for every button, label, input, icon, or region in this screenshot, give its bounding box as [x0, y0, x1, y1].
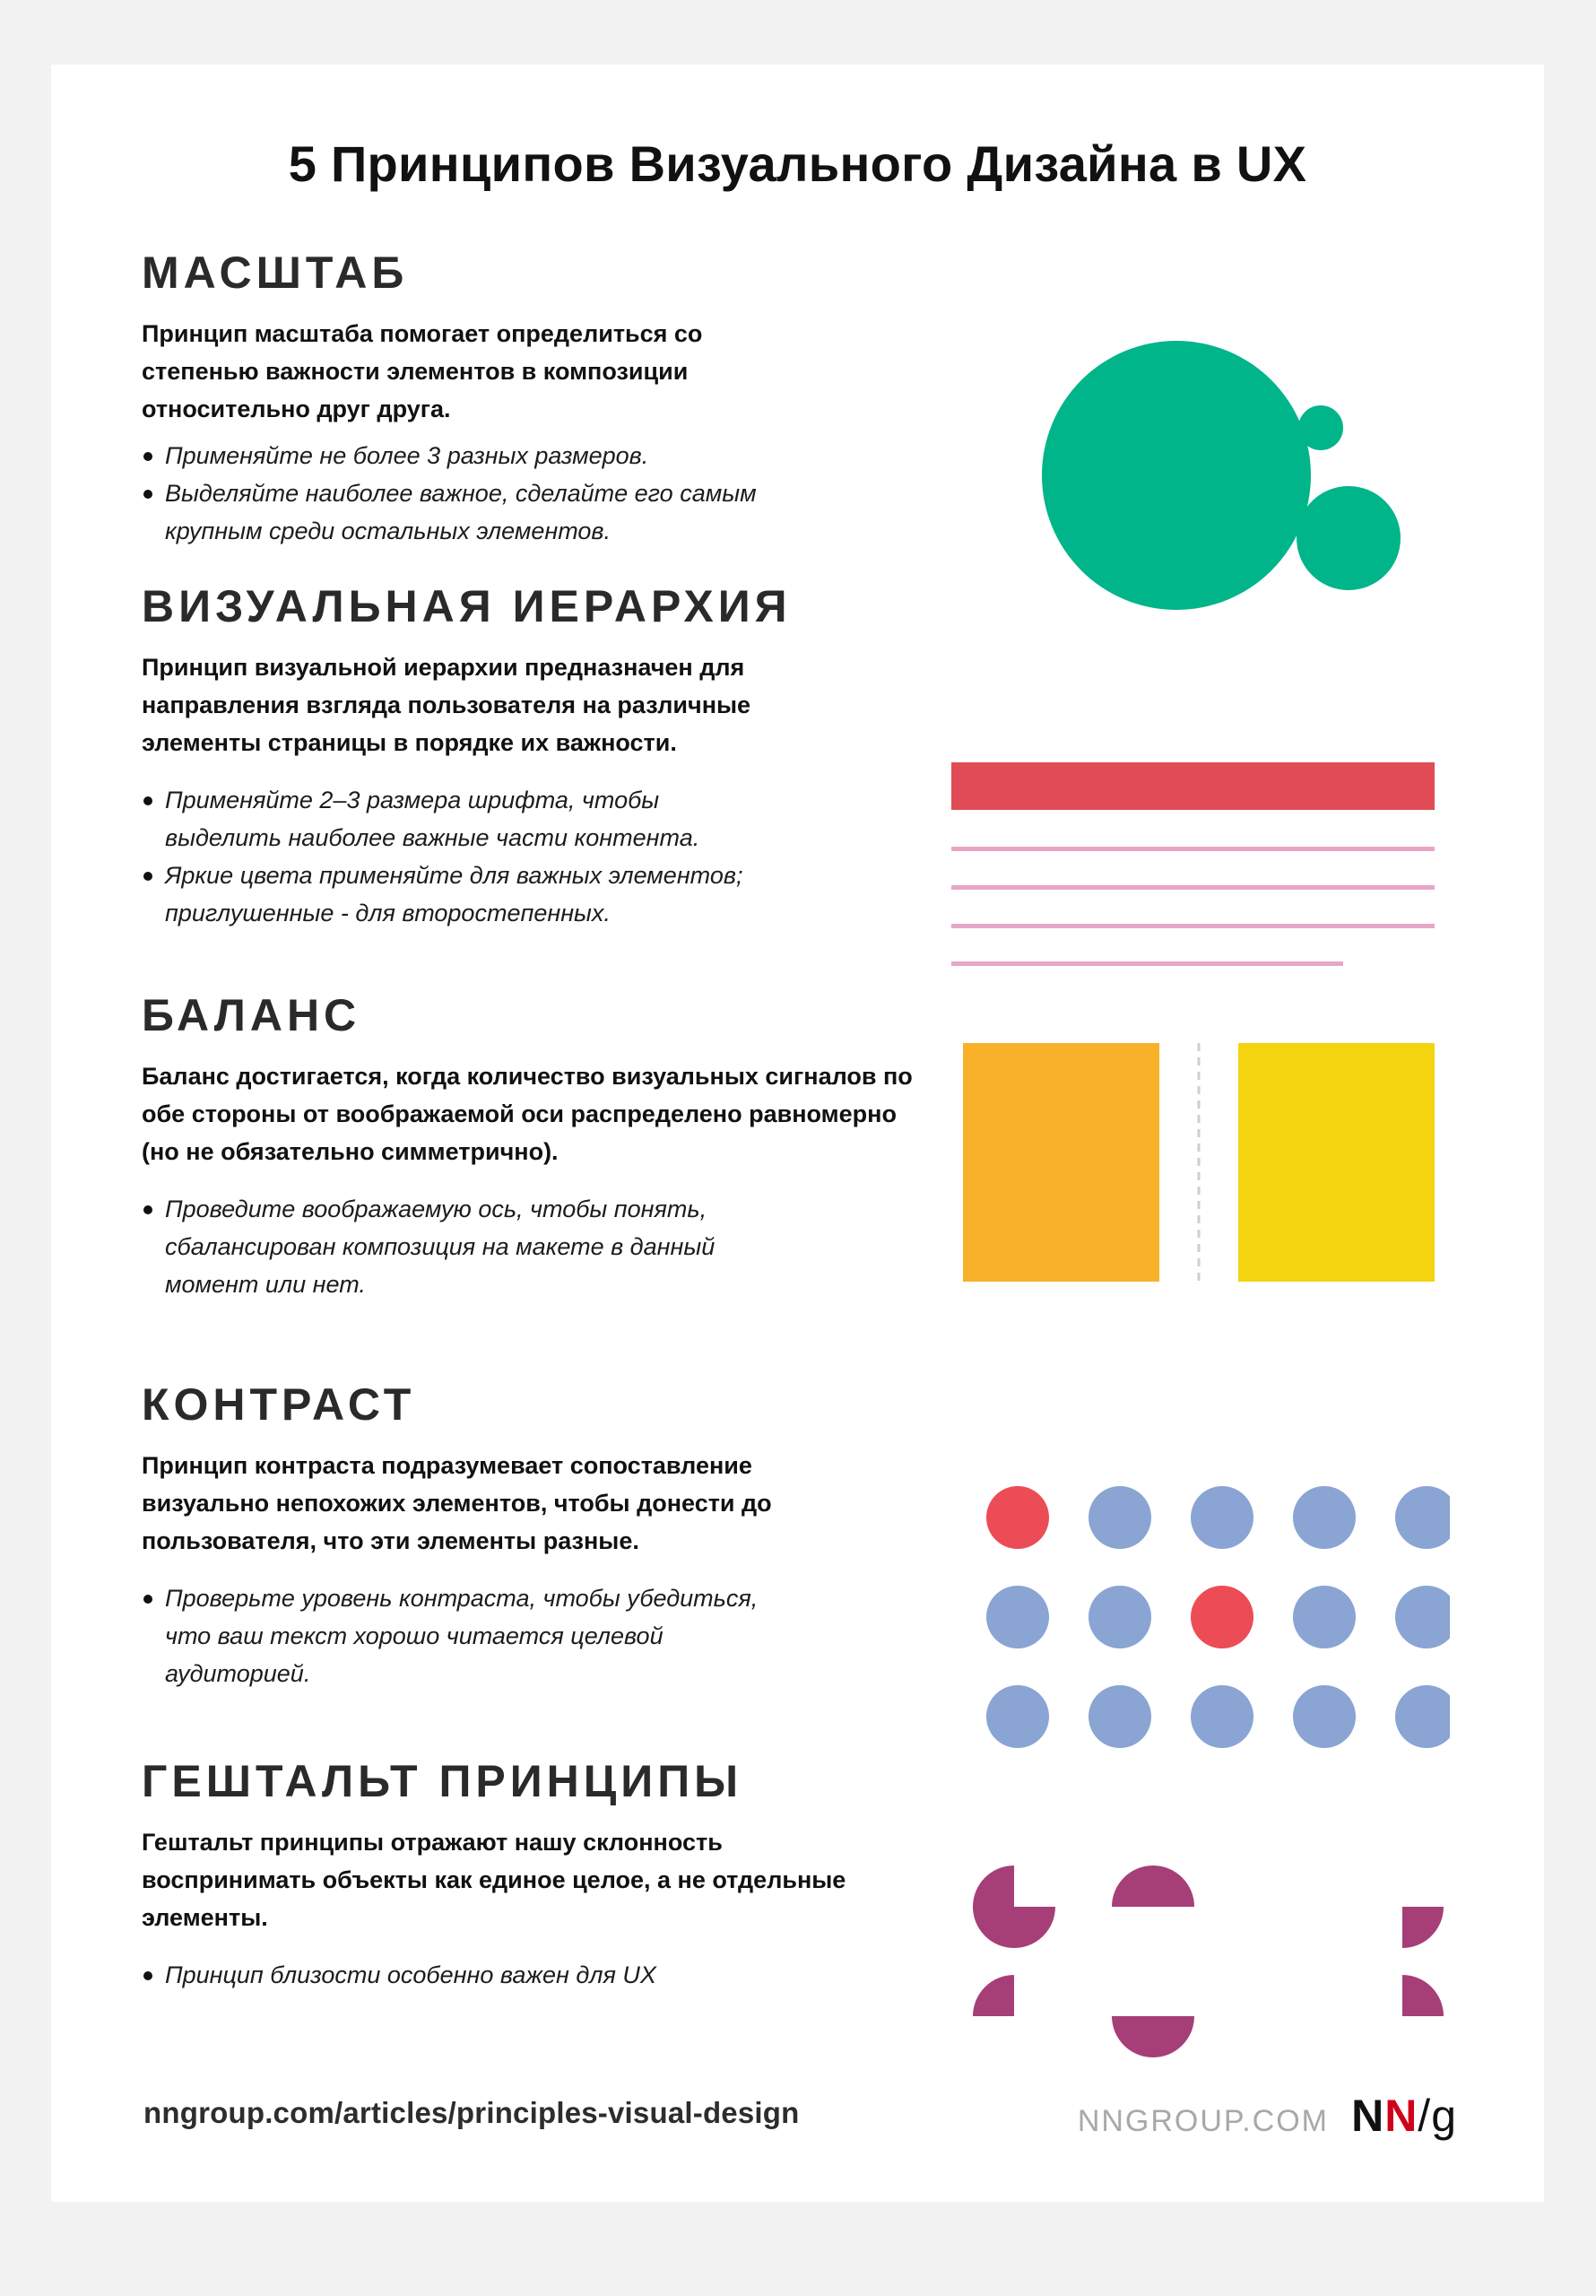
- hierarchy-illustration: [948, 692, 1450, 979]
- nng-logo: NN/g: [1351, 2091, 1457, 2141]
- yellow-block: [1238, 1043, 1435, 1282]
- section-heading: КОНТРАСТ: [142, 1379, 416, 1430]
- gestalt-shape-bottom-right: [1402, 1975, 1444, 2016]
- highlight-dot: [1191, 1586, 1253, 1648]
- bullet-list: [142, 1190, 769, 1303]
- large-circle: [1042, 341, 1311, 610]
- small-circle: [1298, 405, 1343, 450]
- footer-brand: NNGROUP.COM: [1077, 2104, 1329, 2138]
- section-lead: Принцип контраста подразумевает сопоставление визуально непохожих элементов, чтобы донести до пользователя, что эти элементы разные.: [142, 1452, 772, 1554]
- text-line: [951, 924, 1435, 928]
- grid-dot: [1395, 1486, 1450, 1549]
- grid-dot: [1089, 1586, 1151, 1648]
- section-lead: Принцип визуальной иерархии предназначен для направления взгляда пользователя на различные элементы страницы в порядке их важности.: [142, 654, 751, 756]
- grid-dot: [1293, 1586, 1356, 1648]
- text-line: [951, 961, 1343, 966]
- balance-illustration: [948, 1042, 1450, 1311]
- text-line: [951, 885, 1435, 890]
- grid-dot: [1191, 1486, 1253, 1549]
- section-balance: [142, 989, 958, 1303]
- headline-bar: [951, 762, 1435, 810]
- medium-circle: [1297, 486, 1401, 590]
- grid-dot: [1191, 1685, 1253, 1748]
- gestalt-shape-bottom-left: [973, 1975, 1014, 2016]
- bullet-item: Применяйте не более 3 разных размеров.: [142, 437, 787, 474]
- grid-dot: [1293, 1685, 1356, 1748]
- grid-dot: [1293, 1486, 1356, 1549]
- grid-dot: [1089, 1486, 1151, 1549]
- gestalt-shape-top-center: [1112, 1866, 1194, 1907]
- section-gestalt: [142, 1755, 958, 1994]
- orange-block: [963, 1043, 1159, 1282]
- section-lead: Гештальт принципы отражают нашу склонность воспринимать объекты как единое целое, а не отдельные элементы.: [142, 1829, 846, 1931]
- bullet-item: Яркие цвета применяйте для важных элементов; приглушенные - для второстепенных.: [142, 857, 769, 932]
- page-title: 5 Принципов Визуального Дизайна в UX: [288, 135, 1307, 192]
- bullet-list: [142, 1956, 769, 1994]
- gestalt-shape-top-left: [973, 1866, 1055, 1948]
- grid-dot: [1089, 1685, 1151, 1748]
- gestalt-shape-bottom-center: [1112, 2016, 1194, 2057]
- bullet-list: [142, 781, 769, 932]
- bullet-item: Принцип близости особенно важен для UX: [142, 1956, 769, 1994]
- gestalt-illustration: [948, 1813, 1450, 2118]
- bullet-list: [142, 437, 787, 550]
- section-lead: Баланс достигается, когда количество визуальных сигналов по обе стороны от воображаемой оси распределено равномерно (но не обязательно симметрично).: [142, 1063, 913, 1165]
- section-lead: Принцип масштаба помогает определиться со степенью важности элементов в композиции относительно друг друга.: [142, 320, 703, 422]
- section-heading: БАЛАНС: [142, 990, 361, 1040]
- bullet-list: [142, 1579, 787, 1692]
- section-visual-hierarchy: [142, 580, 958, 932]
- bullet-item: Проверьте уровень контраста, чтобы убедиться, что ваш текст хорошо читается целевой аудиторией.: [142, 1579, 787, 1692]
- section-heading: ГЕШТАЛЬТ ПРИНЦИПЫ: [142, 1756, 743, 1806]
- gestalt-shape-top-right: [1402, 1907, 1444, 1948]
- highlight-dot: [986, 1486, 1049, 1549]
- section-heading: МАСШТАБ: [142, 248, 409, 298]
- grid-dot: [986, 1685, 1049, 1748]
- bullet-item: Проведите воображаемую ось, чтобы понять, сбалансирован композиция на макете в данный момент или нет.: [142, 1190, 769, 1303]
- bullet-item: Применяйте 2–3 размера шрифта, чтобы выделить наиболее важные части контента.: [142, 781, 769, 857]
- section-scale: [142, 247, 958, 550]
- bullet-item: Выделяйте наиболее важное, сделайте его самым крупным среди остальных элементов.: [142, 474, 787, 550]
- text-line: [951, 847, 1435, 851]
- section-heading: ВИЗУАЛЬНАЯ ИЕРАРХИЯ: [142, 581, 792, 631]
- infographic-sheet: [51, 65, 1544, 2202]
- article-url[interactable]: nngroup.com/articles/principles-visual-design: [143, 2096, 800, 2129]
- grid-dot: [1395, 1685, 1450, 1748]
- contrast-illustration: [948, 1410, 1450, 1769]
- grid-dot: [986, 1586, 1049, 1648]
- grid-dot: [1395, 1586, 1450, 1648]
- scale-illustration: [984, 262, 1468, 621]
- section-contrast: [142, 1378, 958, 1692]
